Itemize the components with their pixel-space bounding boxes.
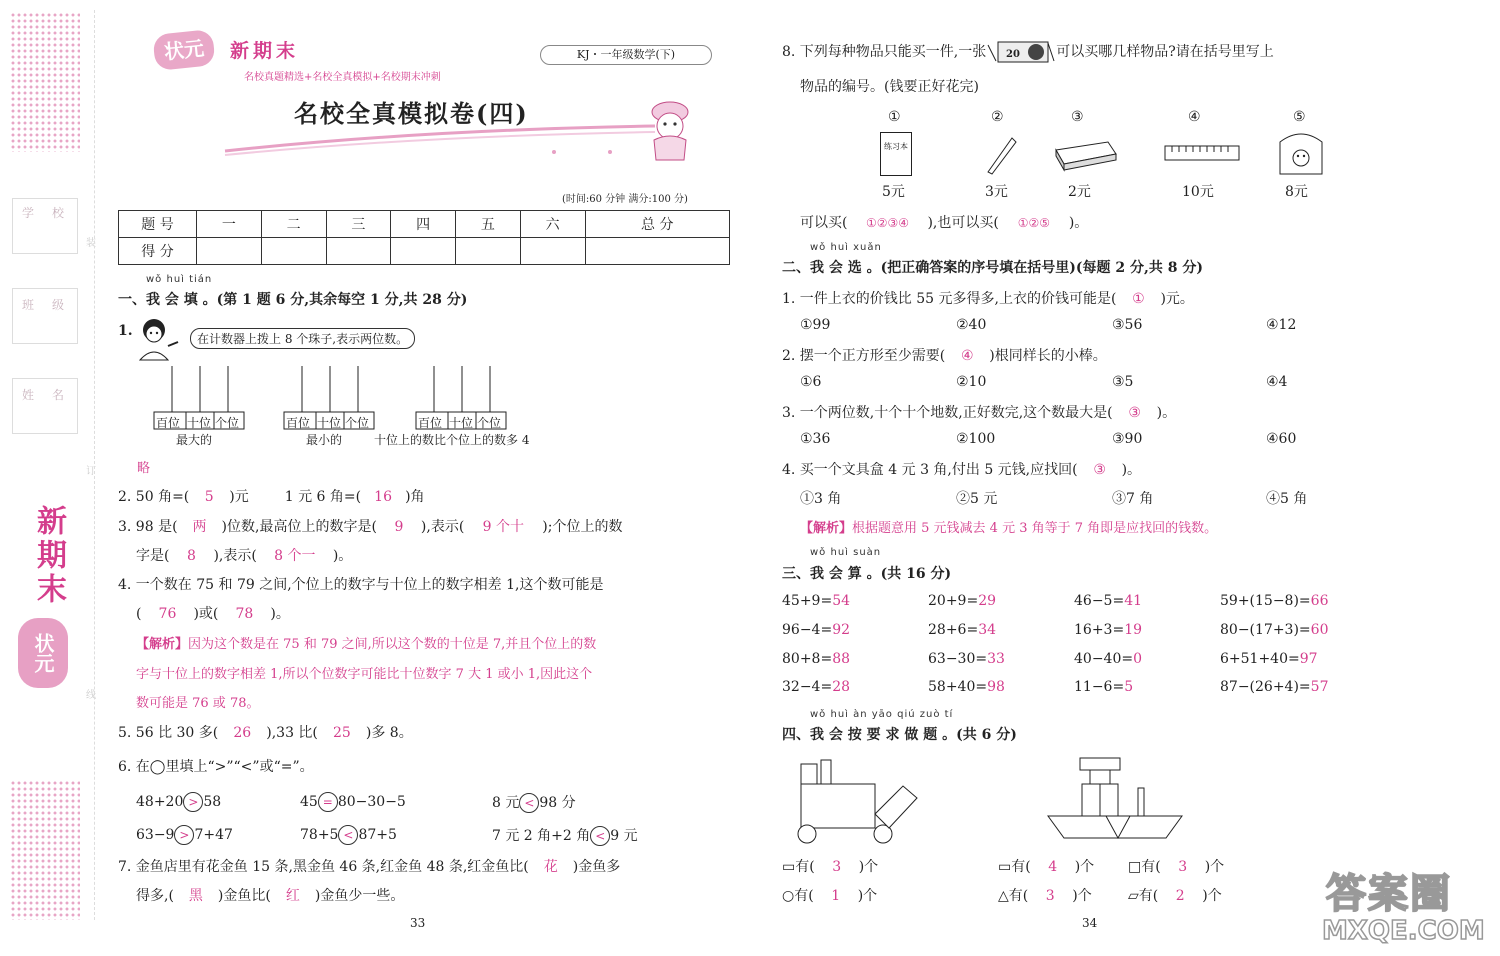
q7-line2: 得多,( 黑 )金鱼比( 红 )金鱼少一些。 <box>136 885 404 905</box>
s2-explain <box>800 517 1217 536</box>
score-cell[interactable] <box>197 238 262 265</box>
score-head-3: 三 <box>326 211 391 238</box>
watermark-cn: 答案圈 <box>1326 871 1452 917</box>
calc-r2c1: 96−4=92 <box>782 622 851 638</box>
score-cell[interactable] <box>326 238 391 265</box>
q3-t7: )。 <box>332 548 353 564</box>
score-head-6: 六 <box>520 211 585 238</box>
score-row-label: 得 分 <box>119 238 197 265</box>
calc-r1c2: 20+9=29 <box>928 593 997 609</box>
item-1-num: ① <box>888 109 901 125</box>
q3-line2 <box>136 545 352 565</box>
s2-q1-opt-2[interactable]: ②40 <box>956 317 987 333</box>
q6-item-6: 7 元 2 角+2 角 < 9 元 <box>492 828 638 844</box>
score-head-5: 五 <box>456 211 521 238</box>
calc-r4c1: 32−4=28 <box>782 679 851 695</box>
s2-q1-opt-4[interactable]: ④12 <box>1266 317 1297 333</box>
s2-q3-opt-3[interactable]: ③90 <box>1112 431 1143 447</box>
s2-pinyin: wǒ huì xuǎn <box>810 242 882 253</box>
q4-line1: 4. 一个数在 75 和 79 之间,个位上的数字与十位上的数字相差 1,这个数可能是 <box>118 577 604 593</box>
q7-a3[interactable]: 红 <box>285 888 300 904</box>
s2-title: 二、我 会 选 。(把正确答案的序号填在括号里)(每题 2 分,共 8 分) <box>782 260 1203 276</box>
s4-right-3: △有( 3 )个 <box>998 888 1092 904</box>
sidebar-brand: 新期末 <box>31 505 66 607</box>
s2-q4: 4. 买一个文具盒 4 元 3 角,付出 5 元钱,应找回( ③ )。 <box>782 462 1142 478</box>
calc-r3c4: 6+51+40=97 <box>1220 651 1318 667</box>
q4-explain-line2: 字与十位上的数字相差 1,所以个位数字可能比十位数字 7 大 1 或小 1,因此这个 <box>136 667 593 682</box>
s2-q2-opt-1[interactable]: ①6 <box>800 374 822 390</box>
q3-a5[interactable]: 8 个一 <box>274 548 316 564</box>
q2-t3: 1 元 6 角=( <box>284 489 362 505</box>
calc-r2c3: 16+3=19 <box>1074 622 1143 638</box>
s4-right-2: □有( 3 )个 <box>1128 859 1225 875</box>
compare-circle[interactable]: = <box>318 792 338 812</box>
item-4-price: 10元 <box>1182 184 1214 200</box>
q8-a2[interactable]: ①②⑤ <box>1017 216 1050 230</box>
score-cell[interactable] <box>520 238 585 265</box>
score-head-4: 四 <box>391 211 456 238</box>
sidebar-edge-mark-3: 线 <box>86 690 96 701</box>
calc-r1c1: 45+9=54 <box>782 593 851 609</box>
item-5-price: 8元 <box>1285 184 1308 200</box>
grade-tag: KJ・一年级数学(下) <box>540 45 712 65</box>
q5-t1: 5. 56 比 30 多( <box>118 725 219 741</box>
calc-r4c2: 58+40=98 <box>928 679 1005 695</box>
q4-t4: )。 <box>270 606 290 622</box>
q1-num: 1. <box>118 323 133 339</box>
s2-q1-answer[interactable]: ① <box>1132 291 1145 307</box>
abacus-2-tens: 十位 <box>317 416 342 430</box>
abacus-3-ones: 个位 <box>477 416 502 430</box>
q4-explain-line1: 因为这个数是在 75 和 79 之间,所以这个数的十位是 7,并且个位上的数 <box>188 637 597 652</box>
sidebar-edge-mark-2: 订 <box>86 466 96 477</box>
s4-right-4-answer[interactable]: 2 <box>1175 888 1185 904</box>
q7-line1: 7. 金鱼店里有花金鱼 15 条,黑金鱼 46 条,红金鱼 48 条,红金鱼比( 花 )金鱼多 <box>118 856 620 876</box>
sidebar-dots-top <box>10 12 80 152</box>
calc-r1c3: 46−5=41 <box>1074 593 1143 609</box>
s2-q3: 3. 一个两位数,十个十个地数,正好数完,这个数最大是( ③ )。 <box>782 405 1177 421</box>
q4-a2[interactable]: 78 <box>235 606 254 622</box>
q8-a1[interactable]: ①②③④ <box>865 216 909 230</box>
page-number-right: 34 <box>1082 916 1098 930</box>
class-label: 班级 <box>22 298 83 312</box>
abacus-2-ones: 个位 <box>345 416 370 430</box>
q5-t3: )多 8。 <box>365 725 413 741</box>
s4-pinyin: wǒ huì àn yāo qiú zuò tí <box>810 709 954 720</box>
item-3-price: 2元 <box>1068 184 1091 200</box>
header-logo: 状元 <box>152 29 215 71</box>
q3-t5: 字是( <box>136 548 170 564</box>
s2-q4-opt-3[interactable]: ③7 角 <box>1112 491 1154 507</box>
schoolbag-icon <box>1274 128 1328 178</box>
q6-title: 6. 在◯里填上“>”“<”或“=”。 <box>118 759 314 775</box>
score-table <box>118 210 730 265</box>
s2-q4-answer[interactable]: ③ <box>1093 462 1106 478</box>
item-1-price: 5元 <box>882 184 905 200</box>
q8-line1: 8. 下列每种物品只能买一件,一张 20 可以买哪几样物品?请在括号里写上 <box>782 39 1274 65</box>
s2-q3-answer[interactable]: ③ <box>1128 405 1141 421</box>
s2-explain-tag: 【解析】 <box>800 521 853 536</box>
q3-t2: )位数,最高位上的数字是( <box>221 519 377 535</box>
abacus-caption-max: 最大的 <box>176 433 213 447</box>
item-2-num: ② <box>991 109 1004 125</box>
s2-explain-text: 根据题意用 5 元钱减去 4 元 3 角等于 7 角即是应找回的钱数。 <box>852 521 1218 536</box>
item-3-num: ③ <box>1071 109 1084 125</box>
s2-q1: 1. 一件上衣的价钱比 55 元多得多,上衣的价钱可能是( ① )元。 <box>782 291 1194 307</box>
q4-line2 <box>136 603 290 623</box>
score-cell[interactable] <box>261 238 326 265</box>
q3-a1[interactable]: 两 <box>192 519 207 535</box>
q7-a2[interactable]: 黑 <box>188 888 203 904</box>
q2-t4: )角 <box>405 489 425 505</box>
abacus-1-hundreds: 百位 <box>156 416 181 430</box>
q5-a2[interactable]: 25 <box>332 725 351 741</box>
s2-q3-opt-2[interactable]: ②100 <box>956 431 996 447</box>
ship-figure <box>1046 756 1186 846</box>
q5-a1[interactable]: 26 <box>233 725 252 741</box>
pencil-case-icon <box>1052 136 1120 172</box>
q6-item-2: 45 = 80−30−5 <box>300 794 406 810</box>
s4-right-3-answer[interactable]: 3 <box>1045 888 1055 904</box>
q8-line2: 物品的编号。(钱要正好花完) <box>800 79 979 95</box>
s2-q4-opt-2[interactable]: ②5 元 <box>956 491 998 507</box>
compare-circle[interactable]: > <box>174 825 194 845</box>
q6-item-3: 8 元 < 98 分 <box>492 795 576 811</box>
ruler-icon <box>1164 144 1240 164</box>
sidebar-dots-bottom <box>10 780 80 920</box>
abacus-2-hundreds: 百位 <box>286 416 311 430</box>
q2-a2[interactable]: 16 <box>374 489 392 505</box>
q4-a1[interactable]: 76 <box>158 606 177 622</box>
calc-r4c4: 87−(26+4)=57 <box>1220 679 1329 695</box>
q1-answer: 略 <box>137 461 151 476</box>
q2-line <box>118 486 425 506</box>
compare-circle[interactable]: < <box>519 793 539 813</box>
q2-a1[interactable]: 5 <box>204 489 214 505</box>
s3-title: 三、我 会 算 。(共 16 分) <box>782 566 952 582</box>
abacus-1-ones: 个位 <box>215 416 240 430</box>
q3-line1 <box>118 516 622 536</box>
s2-q2-opt-2[interactable]: ②10 <box>956 374 987 390</box>
s4-left-1-answer[interactable]: 3 <box>832 859 842 875</box>
q3-t1: 3. 98 是( <box>118 519 178 535</box>
compare-circle[interactable]: < <box>338 825 358 845</box>
s4-title: 四、我 会 按 要 求 做 题 。(共 6 分) <box>782 727 1017 743</box>
exam-info: (时间:60 分钟 满分:100 分) <box>562 194 688 205</box>
q3-t6: ),表示( <box>213 548 257 564</box>
score-cell[interactable] <box>391 238 456 265</box>
s2-q3-opt-4[interactable]: ④60 <box>1266 431 1297 447</box>
q6-item-5: 78+5 < 87+5 <box>300 827 397 843</box>
school-label: 学校 <box>22 206 83 220</box>
s4-left-2-answer[interactable]: 1 <box>831 888 841 904</box>
abacus-caption-min: 最小的 <box>306 433 343 447</box>
pen-icon <box>980 132 1020 176</box>
q1-speech-bubble: 在计数器上拨上 8 个珠子,表示两位数。 <box>190 328 415 349</box>
score-cell[interactable] <box>456 238 521 265</box>
s2-q2-opt-4[interactable]: ④4 <box>1266 374 1288 390</box>
s4-right-4: ▱有( 2 )个 <box>1128 888 1222 904</box>
sidebar-fold-line <box>94 10 95 920</box>
s2-q2: 2. 摆一个正方形至少需要( ④ )根同样长的小棒。 <box>782 348 1107 364</box>
header-subtitle: 名校真题精选+名校全真模拟+名校期末冲刺 <box>244 72 441 83</box>
q6-item-1: 48+20 > 58 <box>136 794 222 810</box>
q3-a4[interactable]: 8 <box>187 548 196 564</box>
score-head-2: 二 <box>261 211 326 238</box>
q6-item-4: 63−9 > 7+47 <box>136 827 233 843</box>
q8-answer-line: 可以买( ①②③④ ),也可以买( ①②⑤ )。 <box>800 215 1089 231</box>
q4-t3: )或( <box>193 606 219 622</box>
q3-t4: );个位上的数 <box>542 519 623 535</box>
item-2-price: 3元 <box>985 184 1008 200</box>
sidebar-logo: 状元 <box>18 618 68 688</box>
title-swoosh <box>220 118 660 158</box>
compare-circle[interactable]: < <box>590 826 610 846</box>
q2-t1: 2. 50 角=( <box>118 489 190 505</box>
score-head-0: 题 号 <box>119 211 197 238</box>
abacus-caption-diff: 十位上的数比个位上的数多 4 <box>374 433 530 447</box>
banknote-value: 20 <box>1006 49 1021 60</box>
s2-q4-opt-1[interactable]: ①3 角 <box>800 491 842 507</box>
banknote-20-icon <box>986 39 1056 65</box>
name-label: 姓名 <box>22 388 83 402</box>
q3-a2[interactable]: 9 <box>394 519 404 535</box>
q5-line <box>118 722 413 742</box>
q4-explain-1 <box>136 633 596 652</box>
calc-r2c2: 28+6=34 <box>928 622 997 638</box>
abacus-1-tens: 十位 <box>187 416 212 430</box>
s1-pinyin: wǒ huì tián <box>146 274 213 285</box>
notebook-label: 练习本 <box>884 142 908 151</box>
s4-left-2: ○有( 1 )个 <box>782 888 878 904</box>
header-brand: 新期末 <box>230 40 300 62</box>
s1-title: 一、我 会 填 。(第 1 题 6 分,其余每空 1 分,共 28 分) <box>118 292 468 308</box>
s2-q3-opt-1[interactable]: ①36 <box>800 431 831 447</box>
s2-q2-opt-3[interactable]: ③5 <box>1112 374 1134 390</box>
s2-q1-opt-3[interactable]: ③56 <box>1112 317 1143 333</box>
s2-q2-answer[interactable]: ④ <box>961 348 974 364</box>
train-figure <box>795 758 925 848</box>
scholar-mascot-icon <box>640 92 700 164</box>
compare-circle[interactable]: > <box>183 792 203 812</box>
s3-pinyin: wǒ huì suàn <box>810 547 882 558</box>
calc-r1c4: 59+(15−8)=66 <box>1220 593 1329 609</box>
calc-r4c3: 11−6=5 <box>1074 679 1134 695</box>
score-head-1: 一 <box>197 211 262 238</box>
q4-explain-tag: 【解析】 <box>136 637 189 652</box>
q7-a1[interactable]: 花 <box>543 859 558 875</box>
abacus-3-hundreds: 百位 <box>418 416 443 430</box>
q5-t2: ),33 比( <box>266 725 318 741</box>
s4-right-1-answer[interactable]: 4 <box>1048 859 1058 875</box>
s4-right-2-answer[interactable]: 3 <box>1178 859 1188 875</box>
item-4-num: ④ <box>1188 109 1201 125</box>
page-title: 名校全真模拟卷(四) <box>294 99 529 128</box>
item-5-num: ⑤ <box>1293 109 1306 125</box>
s4-right-1: ▭有( 4 )个 <box>998 859 1095 875</box>
q4-explain-line3: 数可能是 76 或 78。 <box>136 696 260 711</box>
q2-t2: )元 <box>229 489 249 505</box>
calc-r2c4: 80−(17+3)=60 <box>1220 622 1329 638</box>
q3-a3[interactable]: 9 个十 <box>482 519 524 535</box>
watermark-en: MXQE.COM <box>1322 916 1485 946</box>
notebook-icon <box>880 132 912 176</box>
q4-t2: ( <box>136 606 142 622</box>
calc-r3c2: 63−30=33 <box>928 651 1005 667</box>
q3-t3: ),表示( <box>420 519 465 535</box>
teacher-icon <box>132 316 182 362</box>
sidebar-edge-mark-1: 装 <box>86 238 96 249</box>
s2-q4-opt-4[interactable]: ④5 角 <box>1266 491 1308 507</box>
abacus-3-tens: 十位 <box>449 416 474 430</box>
score-head-total: 总 分 <box>585 211 730 238</box>
score-cell[interactable] <box>585 238 730 265</box>
calc-r3c3: 40−40=0 <box>1074 651 1143 667</box>
page-number-left: 33 <box>410 916 426 930</box>
calc-r3c1: 80+8=88 <box>782 651 851 667</box>
s2-q1-opt-1[interactable]: ①99 <box>800 317 831 333</box>
s4-left-1: ▭有( 3 )个 <box>782 859 879 875</box>
